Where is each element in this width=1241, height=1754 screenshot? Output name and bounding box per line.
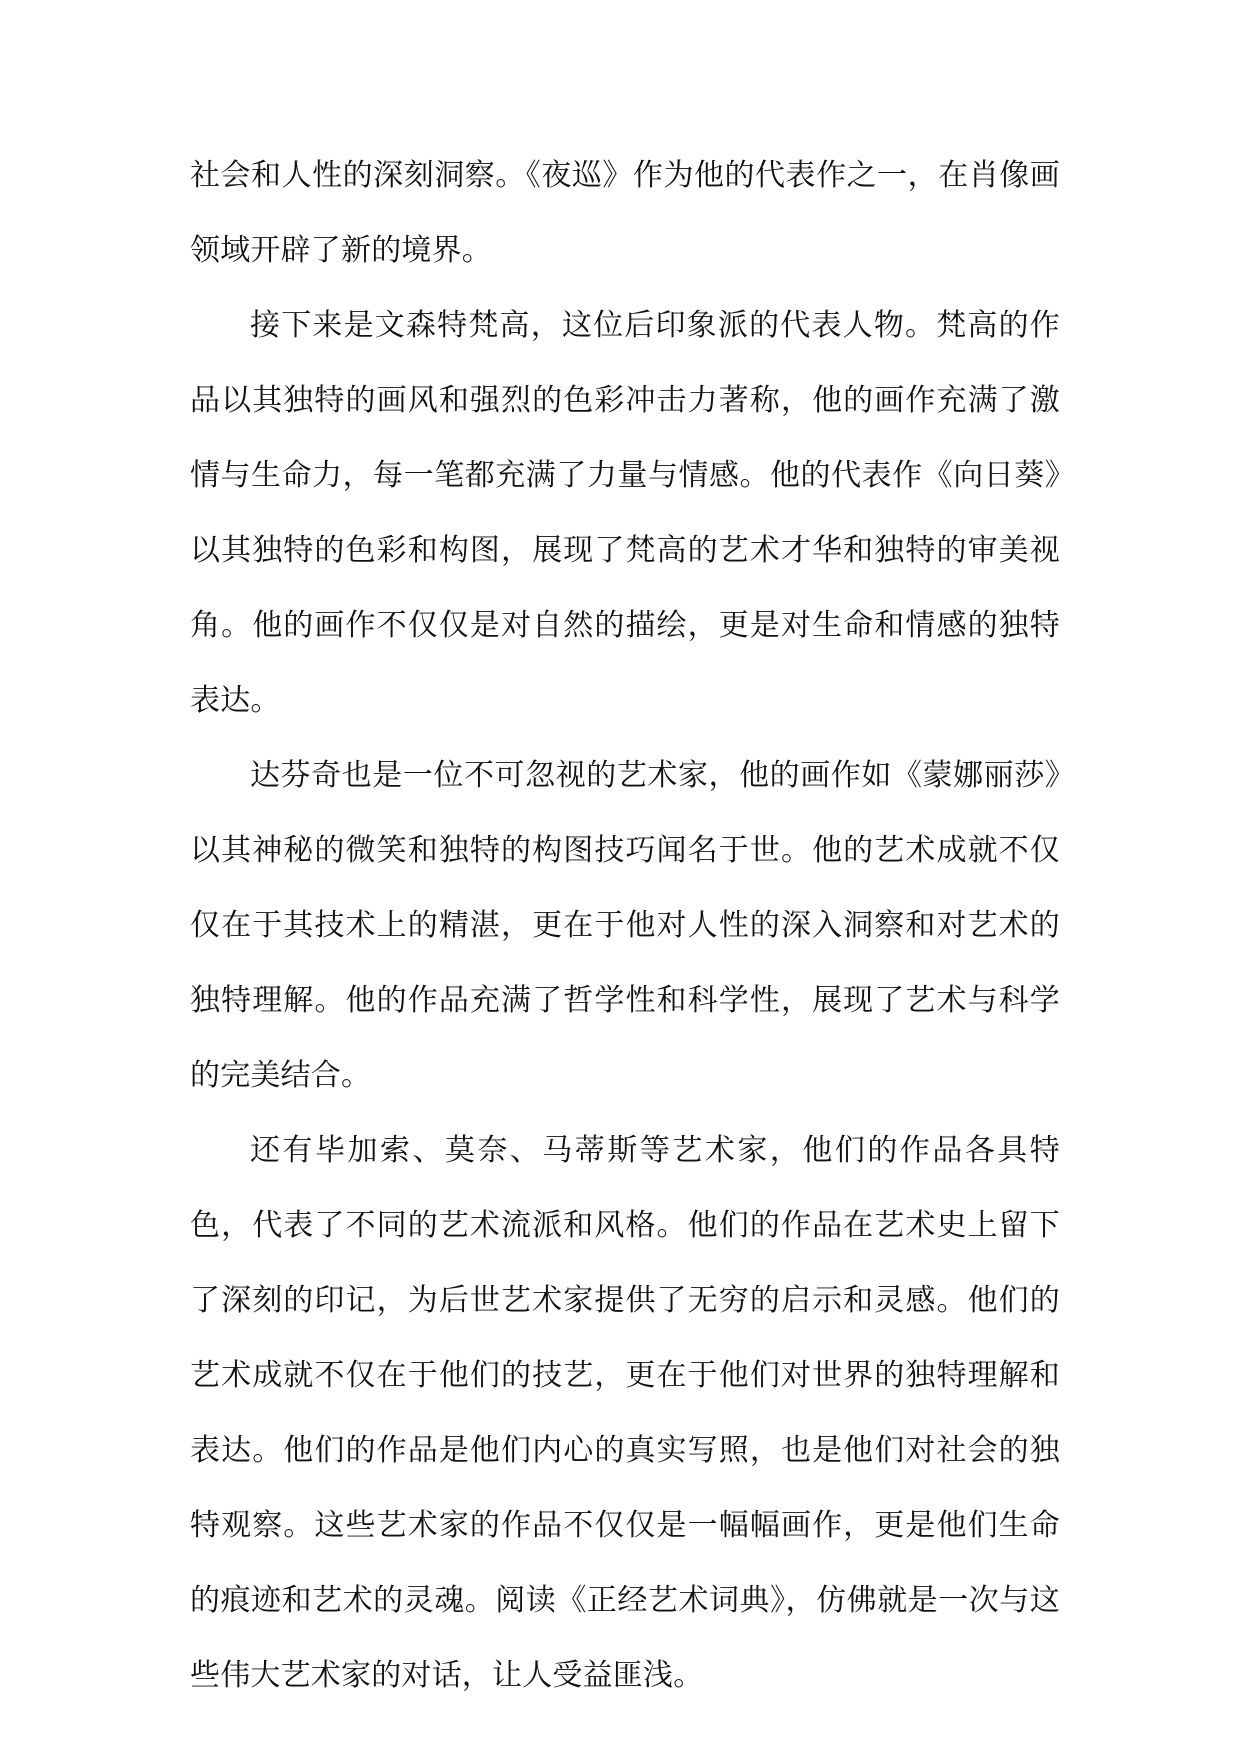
paragraph-4: 还有毕加索、莫奈、马蒂斯等艺术家，他们的作品各具特色，代表了不同的艺术流派和风格。他们的作品在艺术史上留下了深刻的印记，为后世艺术家提供了无穷的启示和灵感。他们的艺术成就不仅在于他们的技艺，更在于他们对世界的独特理解和表达。他们的作品是他们内心的真实写照，也是他们对社会的独特观察。这些艺术家的作品不仅仅是一幅幅画作，更是他们生命的痕迹和艺术的灵魂。阅读《正经艺术词典》，仿佛就是一次与这些伟大艺术家的对话，让人受益匪浅。: [190, 1133, 1060, 1693]
body-text: [190, 138, 1060, 1713]
paragraph-1: 社会和人性的深刻洞察。《夜巡》作为他的代表作之一，在肖像画领域开辟了新的境界。: [190, 158, 1060, 268]
paragraph-3: 达芬奇也是一位不可忽视的艺术家，他的画作如《蒙娜丽莎》以其神秘的微笑和独特的构图技巧闻名于世。他的艺术成就不仅仅在于其技术上的精湛，更在于他对人性的深入洞察和对艺术的独特理解。他的作品充满了哲学性和科学性，展现了艺术与科学的完美结合。: [190, 758, 1060, 1093]
paragraph-2: 接下来是文森特梵高，这位后印象派的代表人物。梵高的作品以其独特的画风和强烈的色彩冲击力著称，他的画作充满了激情与生命力，每一笔都充满了力量与情感。他的代表作《向日葵》以其独特的色彩和构图，展现了梵高的艺术才华和独特的审美视角。他的画作不仅仅是对自然的描绘，更是对生命和情感的独特表达。: [190, 308, 1060, 718]
